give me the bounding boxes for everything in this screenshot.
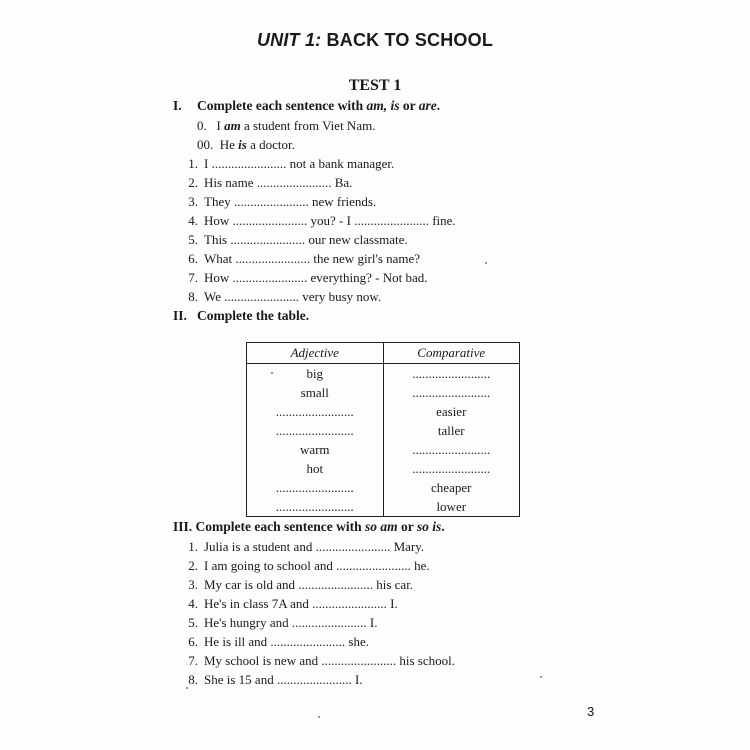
item-number: 6. [188, 251, 198, 266]
section-1-heading [173, 98, 440, 114]
item-text: My school is new and ....................... his school. [204, 653, 455, 668]
scan-speck [485, 262, 487, 264]
s1-item-2 [176, 175, 352, 191]
section-1-numeral: I. [173, 98, 182, 113]
item-text: Julia is a student and ....................... Mary. [204, 539, 425, 554]
scan-speck [540, 676, 542, 678]
instruction-text: . [441, 519, 445, 534]
unit-title-rest: BACK TO SCHOOL [321, 30, 494, 50]
table-cell: big [306, 366, 324, 381]
table-row [247, 421, 520, 440]
table-cell: ........................ [383, 364, 520, 384]
example-text: I [216, 118, 225, 133]
item-number: 7. [188, 270, 198, 285]
example-text: a student from Viet Nam. [240, 118, 376, 133]
s3-item-2 [176, 558, 430, 574]
instruction-choice: so is [416, 519, 442, 534]
item-text: She is 15 and ....................... I. [204, 672, 363, 687]
table-row [247, 383, 520, 402]
scan-speck [271, 372, 273, 374]
example-text: a doctor. [246, 137, 295, 152]
s3-item-3 [176, 577, 413, 593]
section-3-numeral: III. [173, 519, 193, 534]
table-cell: warm [299, 442, 330, 457]
item-text: How ....................... you? - I ....................... fine. [204, 213, 456, 228]
section-3-instruction [196, 519, 445, 534]
item-text: His name ....................... Ba. [204, 175, 353, 190]
table-cell: ........................ [383, 383, 520, 402]
item-number: 1. [188, 156, 198, 171]
item-number: 3. [188, 194, 198, 209]
example-00 [197, 137, 295, 153]
table-cell: hot [306, 461, 324, 476]
s1-item-3 [176, 194, 376, 210]
item-text: This ....................... our new classmate. [204, 232, 408, 247]
table-cell: small [300, 385, 329, 400]
item-number: 8. [188, 672, 198, 687]
section-1-instruction [197, 98, 440, 113]
s3-item-7 [176, 653, 455, 669]
instruction-text: Complete each sentence with [195, 519, 365, 534]
item-text: He's in class 7A and ....................... I. [204, 596, 398, 611]
table-cell: cheaper [383, 478, 520, 497]
table-row [247, 402, 520, 421]
unit-title [0, 30, 750, 51]
table-cell: lower [383, 497, 520, 517]
table-header-row [247, 343, 520, 364]
table-cell: ........................ [275, 404, 354, 419]
item-number: 4. [188, 213, 198, 228]
example-0 [197, 118, 375, 134]
unit-title-lead: UNIT 1: [256, 30, 322, 50]
table-row [247, 478, 520, 497]
item-number: 1. [188, 539, 198, 554]
item-text: How ....................... everything? - Not bad. [204, 270, 428, 285]
table-row [247, 459, 520, 478]
item-number: 7. [188, 653, 198, 668]
example-answer: is [238, 137, 247, 152]
s1-item-1 [176, 156, 394, 172]
s3-item-6 [176, 634, 369, 650]
s1-item-8 [176, 289, 381, 305]
table-row [247, 364, 520, 384]
test-title: TEST 1 [348, 77, 402, 94]
table-cell: easier [383, 402, 520, 421]
comparative-table [246, 342, 520, 517]
example-text: He [219, 137, 239, 152]
header-comparative: Comparative [383, 343, 520, 364]
instruction-text: or [397, 519, 417, 534]
item-number: 4. [188, 596, 198, 611]
scan-speck [186, 687, 188, 689]
s1-item-6 [176, 251, 420, 267]
table-cell: ........................ [383, 459, 520, 478]
example-number: 0. [197, 118, 207, 133]
example-answer: am [224, 118, 241, 133]
item-number: 3. [188, 577, 198, 592]
example-number: 00. [197, 137, 214, 152]
table-row [247, 440, 520, 459]
scan-speck [318, 716, 320, 718]
table-cell: ........................ [383, 440, 520, 459]
table-cell: ........................ [275, 480, 354, 495]
s1-item-5 [176, 232, 408, 248]
item-text: I ....................... not a bank manager. [204, 156, 395, 171]
page-number: 3 [587, 704, 595, 719]
item-number: 6. [188, 634, 198, 649]
s3-item-4 [176, 596, 398, 612]
instruction-text: Complete each sentence with [197, 98, 367, 113]
s3-item-1 [176, 539, 424, 555]
section-3-heading [173, 519, 445, 535]
item-text: We ....................... very busy now. [204, 289, 382, 304]
item-text: I am going to school and ....................... he. [204, 558, 430, 573]
item-number: 8. [188, 289, 198, 304]
item-text: What ....................... the new girl's name? [204, 251, 421, 266]
instruction-choice: so am [364, 519, 398, 534]
table-cell: ........................ [275, 423, 354, 438]
item-text: He is ill and ....................... she. [204, 634, 370, 649]
s1-item-7 [176, 270, 428, 286]
s3-item-8 [176, 672, 363, 688]
item-number: 5. [188, 232, 198, 247]
table-cell: taller [383, 421, 520, 440]
header-adjective: Adjective [247, 343, 384, 364]
instruction-choice: am, is [366, 98, 400, 113]
item-text: He's hungry and ....................... I. [204, 615, 378, 630]
item-text: My car is old and ....................... his car. [204, 577, 414, 592]
item-number: 2. [188, 558, 198, 573]
item-number: 5. [188, 615, 198, 630]
instruction-text: or [399, 98, 419, 113]
s3-item-5 [176, 615, 378, 631]
instruction-choice: are [418, 98, 437, 113]
section-2-instruction: Complete the table. [197, 308, 310, 323]
table-cell: ........................ [275, 499, 354, 514]
item-text: They ....................... new friends. [204, 194, 377, 209]
table-row [247, 497, 520, 517]
section-2-heading [173, 308, 309, 324]
section-2-numeral: II. [173, 308, 187, 323]
instruction-text: . [436, 98, 441, 113]
item-number: 2. [188, 175, 198, 190]
s1-item-4 [176, 213, 456, 229]
